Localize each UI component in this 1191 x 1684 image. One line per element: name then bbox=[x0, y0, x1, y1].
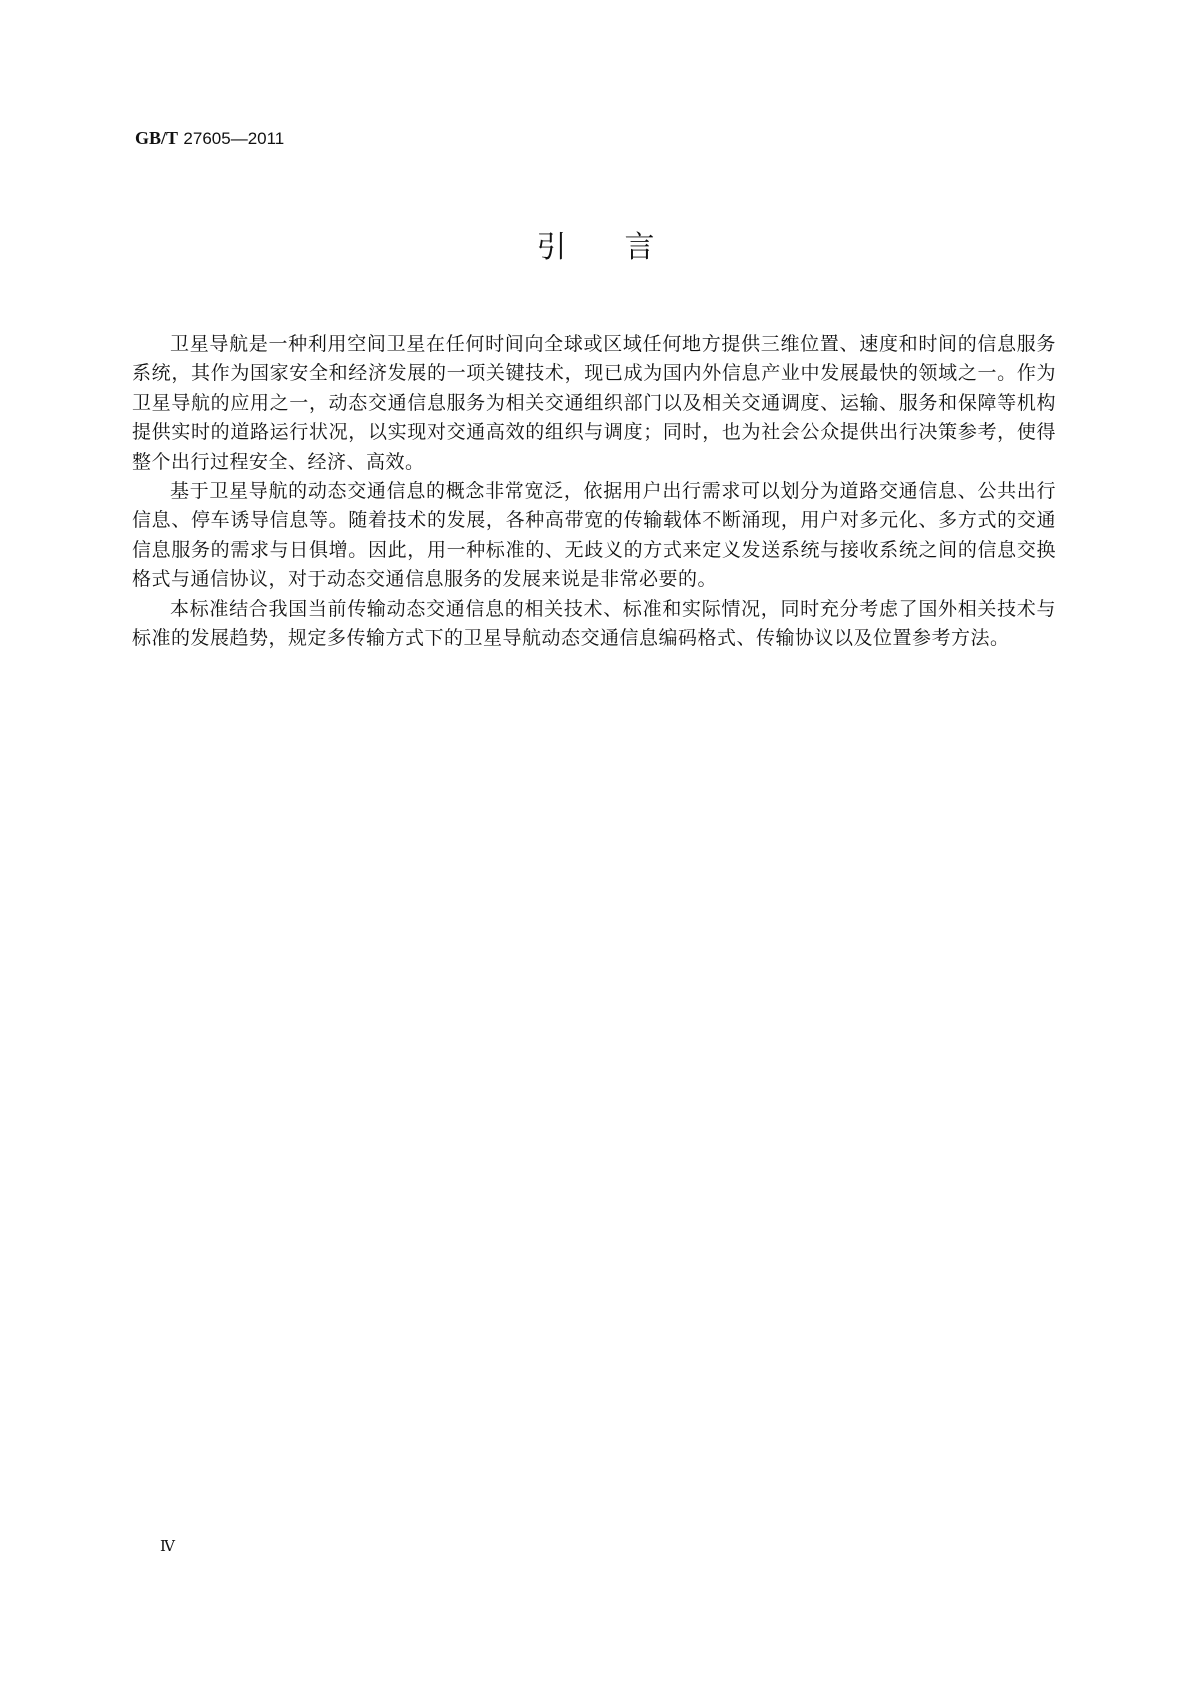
paragraph-2: 基于卫星导航的动态交通信息的概念非常宽泛，依据用户出行需求可以划分为道路交通信息、公共出行信息、停车诱导信息等。随着技术的发展，各种高带宽的传输载体不断涌现，用户对多元化、多方式的交通信息服务的需求与日俱增。因此，用一种标准的、无歧义的方式来定义发送系统与接收系统之间的信息交换格式与通信协议，对于动态交通信息服务的发展来说是非常必要的。 bbox=[132, 480, 1056, 591]
page-title: 引言 bbox=[536, 230, 713, 265]
paragraph-3: 本标准结合我国当前传输动态交通信息的相关技术、标准和实际情况，同时充分考虑了国外相关技术与标准的发展趋势，规定多传输方式下的卫星导航动态交通信息编码格式、传输协议以及位置参考方法。 bbox=[132, 597, 1056, 650]
standard-code bbox=[135, 127, 284, 150]
document-body bbox=[132, 330, 1056, 653]
standard-prefix: GB/T bbox=[135, 128, 179, 148]
page-number: Ⅳ bbox=[160, 1539, 175, 1555]
paragraph-1: 卫星导航是一种利用空间卫星在任何时间向全球或区域任何地方提供三维位置、速度和时间的信息服务系统，其作为国家安全和经济发展的一项关键技术，现已成为国内外信息产业中发展最快的领域之一。作为卫星导航的应用之一，动态交通信息服务为相关交通组织部门以及相关交通调度、运输、服务和保障等机构提供实时的道路运行状况，以实现对交通高效的组织与调度；同时，也为社会公众提供出行决策参考，使得整个出行过程安全、经济、高效。 bbox=[132, 333, 1056, 473]
standard-number: 27605—2011 bbox=[183, 129, 285, 148]
